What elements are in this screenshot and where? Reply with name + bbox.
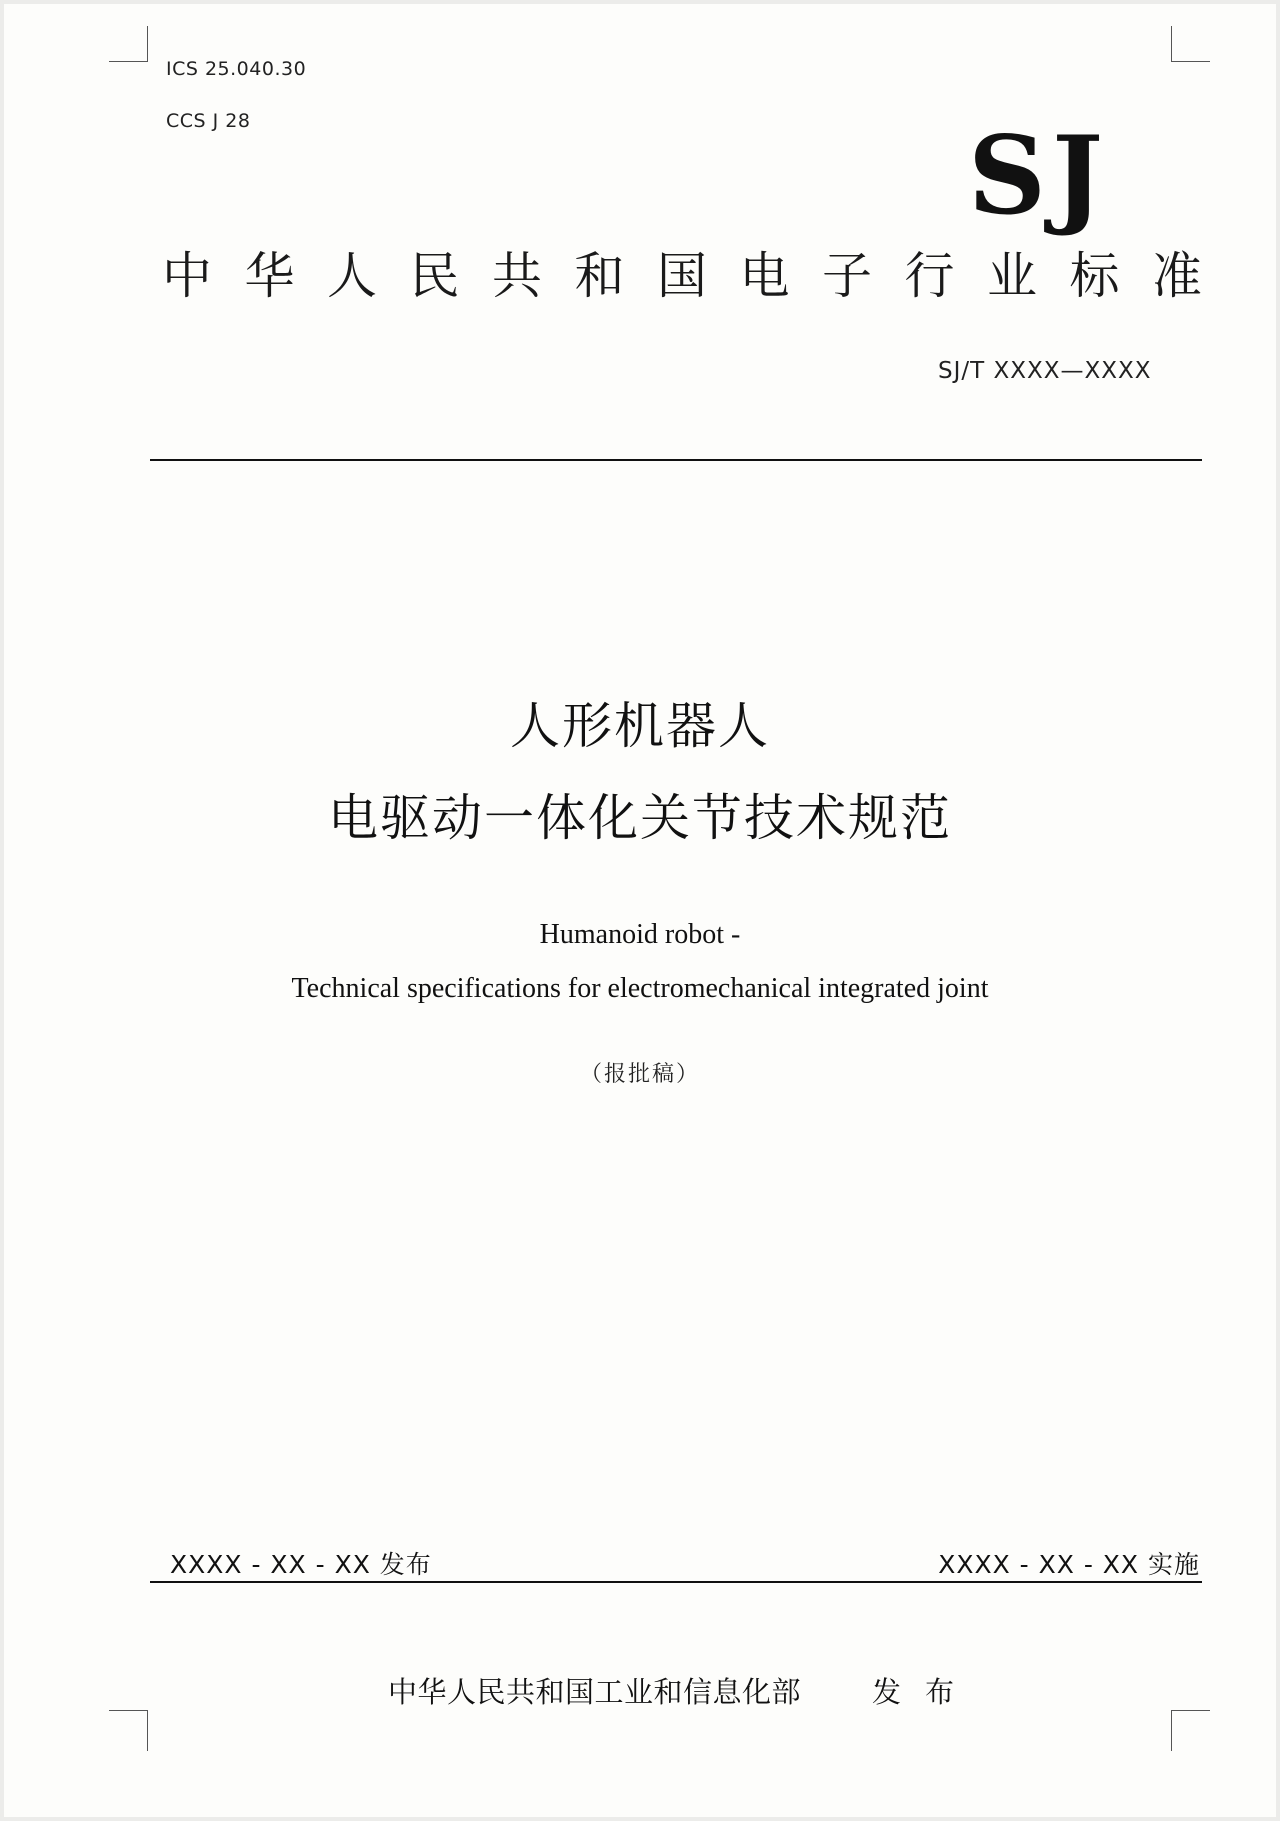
standard-logo: SJ (968, 113, 1110, 239)
crop-mark-top-left (109, 26, 148, 62)
ccs-code: CCS J 28 (166, 110, 251, 132)
implement-date: XXXX - XX - XX 实施 (938, 1550, 1200, 1579)
chinese-title-line-1: 人形机器人 (510, 697, 770, 755)
bottom-divider (150, 1581, 1202, 1583)
chinese-title-line-2: 电驱动一体化关节技术规范 (328, 789, 952, 847)
english-title-line-2: Technical specifications for electromechanical integrated joint (291, 973, 989, 1004)
issue-label: 发布 (872, 1675, 979, 1709)
standard-title: 中华人民共和国电子行业标准 (162, 247, 1235, 305)
top-divider (150, 459, 1202, 461)
issuing-authority: 中华人民共和国工业和信息化部 (388, 1675, 802, 1709)
crop-mark-top-right (1171, 26, 1210, 62)
crop-mark-bottom-left (109, 1710, 148, 1751)
publish-date: XXXX - XX - XX 发布 (170, 1550, 432, 1579)
draft-status: （报批稿） (579, 1062, 700, 1087)
ics-code: ICS 25.040.30 (166, 58, 307, 80)
document-page (4, 4, 1276, 1817)
standard-number: SJ/T XXXX—XXXX (938, 358, 1152, 384)
crop-mark-bottom-right (1171, 1710, 1210, 1751)
english-title-line-1: Humanoid robot - (539, 919, 741, 950)
